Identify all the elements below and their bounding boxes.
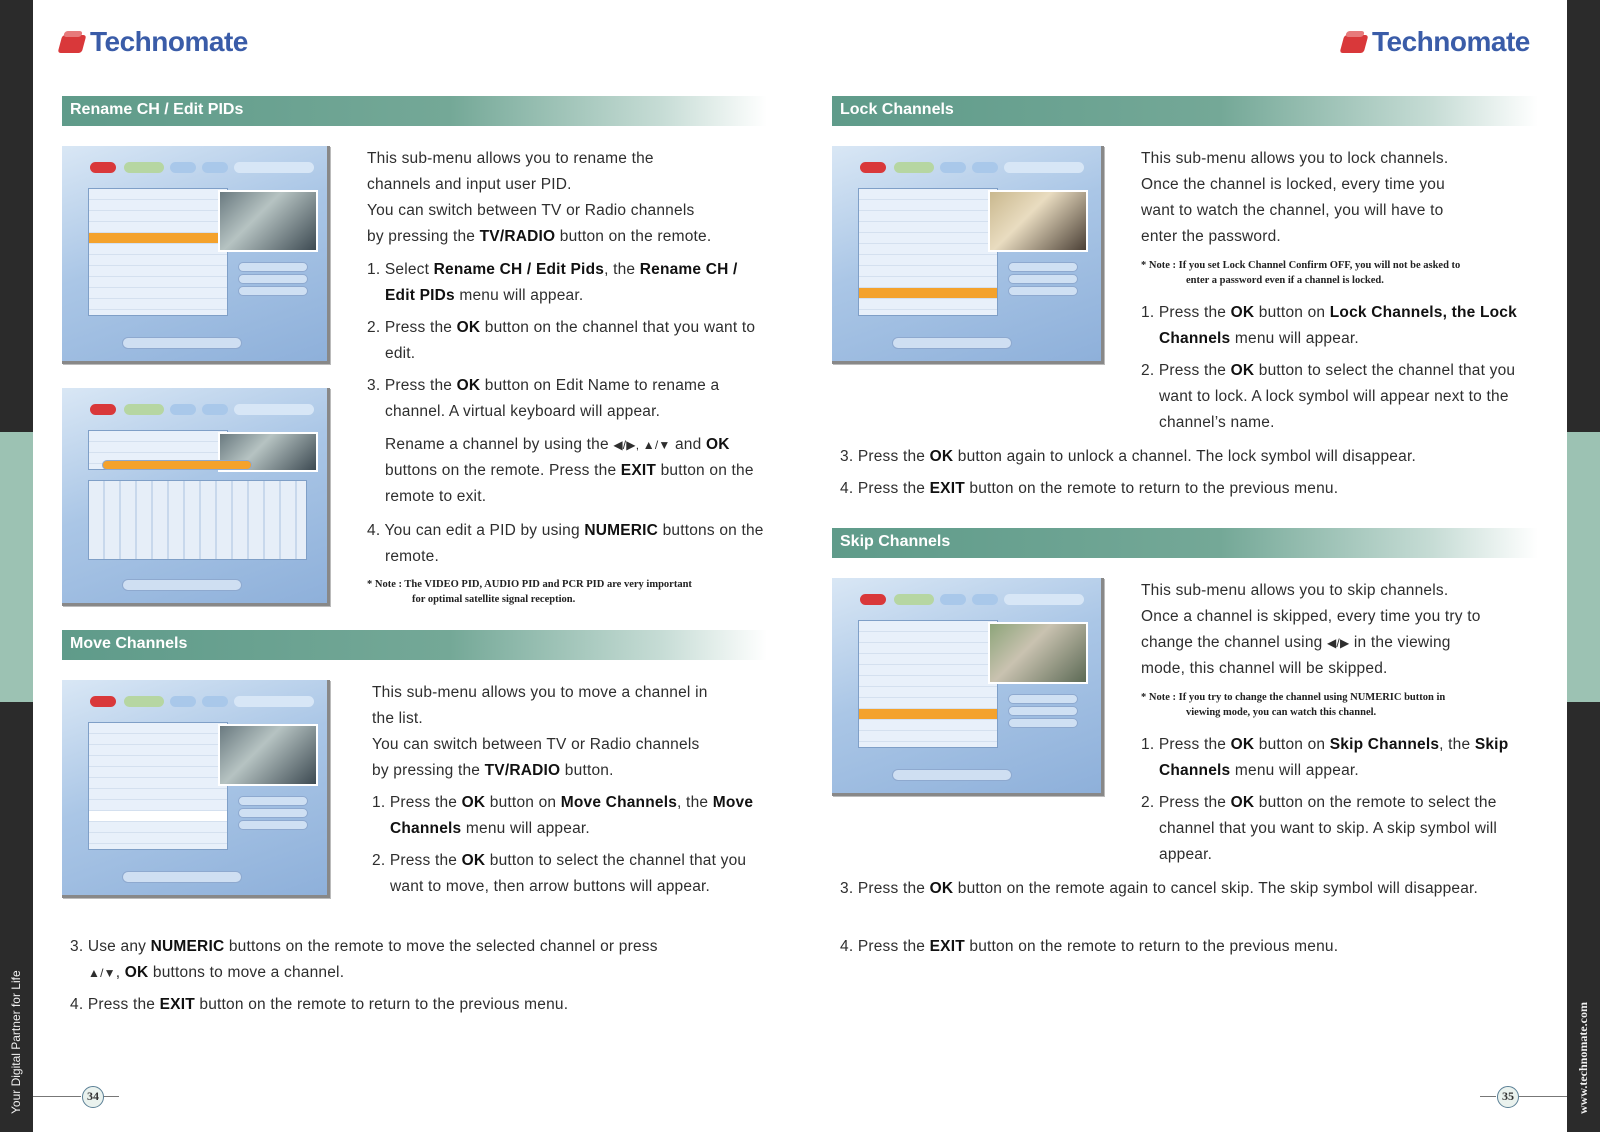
lock-step-1: 1. Press the OK button on Lock Channels, the Lock Channels menu will appear. (1141, 304, 1517, 347)
lock-section-header (832, 96, 1538, 126)
logo-mark-icon (58, 29, 88, 55)
skip-description: This sub-menu allows you to skip channels. Once a channel is skipped, every time you try to change the channel using ◀/▶ in the viewing mode, this channel will be skipped. (1141, 582, 1481, 677)
website: www.technomate.com (1576, 1002, 1590, 1114)
page-line-left-2 (103, 1096, 119, 1097)
skip-step-2: 2. Press the OK button on the remote to select the channel that you want to skip. A skip symbol will appear. (1141, 794, 1498, 863)
rename-section-title: Rename CH / Edit PIDs (70, 101, 244, 118)
lock-section-title: Lock Channels (840, 101, 954, 118)
right-side-accent (1567, 432, 1600, 702)
skip-note: * Note : If you try to change the channel using NUMERIC button in viewing mode, you can watch this channel. (1141, 692, 1446, 718)
rename-note: * Note : The VIDEO PID, AUDIO PID and PCR PID are very important for optimal satellite signal reception. (367, 579, 692, 605)
rename-step-3: 3. Press the OK button on Edit Name to rename a channel. A virtual keyboard will appear. (367, 377, 720, 420)
rename-menu-screenshot (62, 146, 330, 364)
move-section-title: Move Channels (70, 635, 188, 652)
logo-mark-icon (1340, 29, 1370, 55)
move-menu-screenshot (62, 680, 330, 898)
skip-step-3: 3. Press the OK button on the remote again to cancel skip. The skip symbol will disappear. (840, 880, 1479, 897)
tagline: Your Digital Partner for Life (9, 970, 23, 1114)
brand-name: Technomate (90, 26, 248, 57)
skip-section-header (832, 528, 1538, 558)
move-step-3: 3. Use any NUMERIC buttons on the remote to move the selected channel or press ▲/▼, OK buttons to move a channel. (70, 938, 658, 981)
rename-step-1: 1. Select Rename CH / Edit Pids, the Rename CH / Edit PIDs menu will appear. (367, 261, 738, 304)
move-step-4: 4. Press the EXIT button on the remote to return to the previous menu. (70, 996, 569, 1013)
right-side-bar (1567, 0, 1600, 1132)
virtual-keyboard-screenshot (62, 388, 330, 606)
lock-step-2: 2. Press the OK button to select the channel that you want to lock. A lock symbol will appear next to the channel’s name. (1141, 362, 1516, 431)
page-number-left: 34 (82, 1086, 104, 1108)
skip-section-title: Skip Channels (840, 533, 951, 550)
lock-note: * Note : If you set Lock Channel Confirm OFF, you will not be asked to enter a password even if a channel is locked. (1141, 260, 1461, 286)
brand-logo-left (58, 26, 248, 58)
rename-section-header (62, 96, 767, 126)
skip-menu-screenshot (832, 578, 1104, 796)
rename-step-3-detail: Rename a channel by using the ◀/▶, ▲/▼ and OK buttons on the remote. Press the EXIT button on the remote to exit. (385, 436, 754, 505)
lock-description: This sub-menu allows you to lock channels. Once the channel is locked, every time you want to watch the channel, you will have to enter the password. (1141, 150, 1449, 245)
move-section-header (62, 630, 767, 660)
brand-name: Technomate (1372, 26, 1530, 57)
page-number-right: 35 (1497, 1086, 1519, 1108)
skip-step-4: 4. Press the EXIT button on the remote to return to the previous menu. (840, 938, 1339, 955)
rename-step-2: 2. Press the OK button on the channel that you want to edit. (367, 319, 756, 362)
left-side-accent (0, 432, 33, 702)
page-line-right (1519, 1096, 1567, 1097)
rename-description: This sub-menu allows you to rename the channels and input user PID. You can switch between TV or Radio channels by pressing the TV/RADIO button on the remote. (367, 150, 712, 245)
lock-step-4: 4. Press the EXIT button on the remote to return to the previous menu. (840, 480, 1339, 497)
rename-step-4: 4. You can edit a PID by using NUMERIC buttons on the remote. (367, 522, 764, 565)
lock-step-3: 3. Press the OK button again to unlock a channel. The lock symbol will disappear. (840, 448, 1416, 465)
page-line-right-2 (1480, 1096, 1496, 1097)
move-step-2: 2. Press the OK button to select the channel that you want to move, then arrow buttons will appear. (372, 852, 747, 895)
skip-step-1: 1. Press the OK button on Skip Channels, the Skip Channels menu will appear. (1141, 736, 1509, 779)
move-step-1: 1. Press the OK button on Move Channels, the Move Channels menu will appear. (372, 794, 754, 837)
lock-menu-screenshot (832, 146, 1104, 364)
left-side-bar (0, 0, 33, 1132)
page-line-left (33, 1096, 81, 1097)
brand-logo-right (1340, 26, 1530, 58)
move-description: This sub-menu allows you to move a channel in the list. You can switch between TV or Radio channels by pressing the TV/RADIO button. (372, 684, 708, 779)
